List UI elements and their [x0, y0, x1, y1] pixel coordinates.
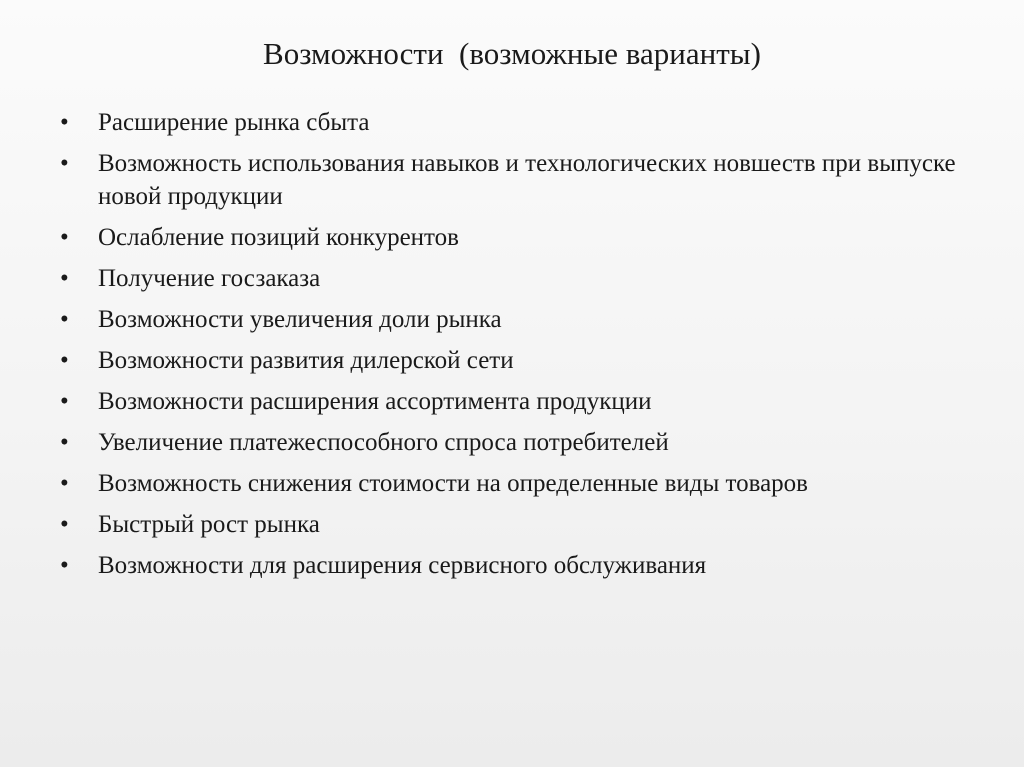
slide-title: Возможности (возможные варианты): [263, 36, 761, 71]
list-item: [60, 344, 990, 377]
list-item-text: Ослабление позиций конкурентов: [98, 224, 459, 251]
bullet-icon: •: [60, 265, 69, 292]
list-item-text: Получение госзаказа: [98, 265, 321, 292]
list-item-text: Возможности развития дилерской сети: [98, 347, 514, 374]
list-item-text: Быстрый рост рынка: [98, 511, 320, 538]
bullet-icon: •: [60, 552, 69, 579]
list-item-text: Возможности для расширения сервисного обслуживания: [98, 552, 707, 579]
list-item: [60, 303, 990, 336]
bullet-icon: •: [60, 109, 69, 136]
list-item: [60, 549, 990, 582]
list-item-text: Расширение рынка сбыта: [98, 109, 370, 136]
bullet-icon: •: [60, 429, 69, 456]
bullet-icon: •: [60, 347, 69, 374]
bullet-icon: •: [60, 511, 69, 538]
list-item-text: Возможности расширения ассортимента продукции: [98, 388, 652, 415]
list-item: [60, 467, 990, 500]
list-item-text: Увеличение платежеспособного спроса потребителей: [98, 429, 669, 456]
list-item: [60, 426, 990, 459]
list-item: [60, 385, 990, 418]
list-item-text: Возможность снижения стоимости на определенные виды товаров: [98, 470, 808, 497]
list-item: [60, 508, 990, 541]
bullet-icon: •: [60, 224, 69, 251]
list-item: [60, 262, 990, 295]
list-item: [60, 147, 990, 213]
list-item-text: Возможность использования навыков и технологических новшеств при выпуске новой продукции: [98, 150, 956, 210]
bullet-list: [60, 106, 990, 590]
list-item: [60, 221, 990, 254]
list-item: [60, 106, 990, 139]
bullet-icon: •: [60, 306, 69, 333]
bullet-icon: •: [60, 388, 69, 415]
list-item-text: Возможности увеличения доли рынка: [98, 306, 502, 333]
bullet-icon: •: [60, 150, 69, 177]
bullet-icon: •: [60, 470, 69, 497]
